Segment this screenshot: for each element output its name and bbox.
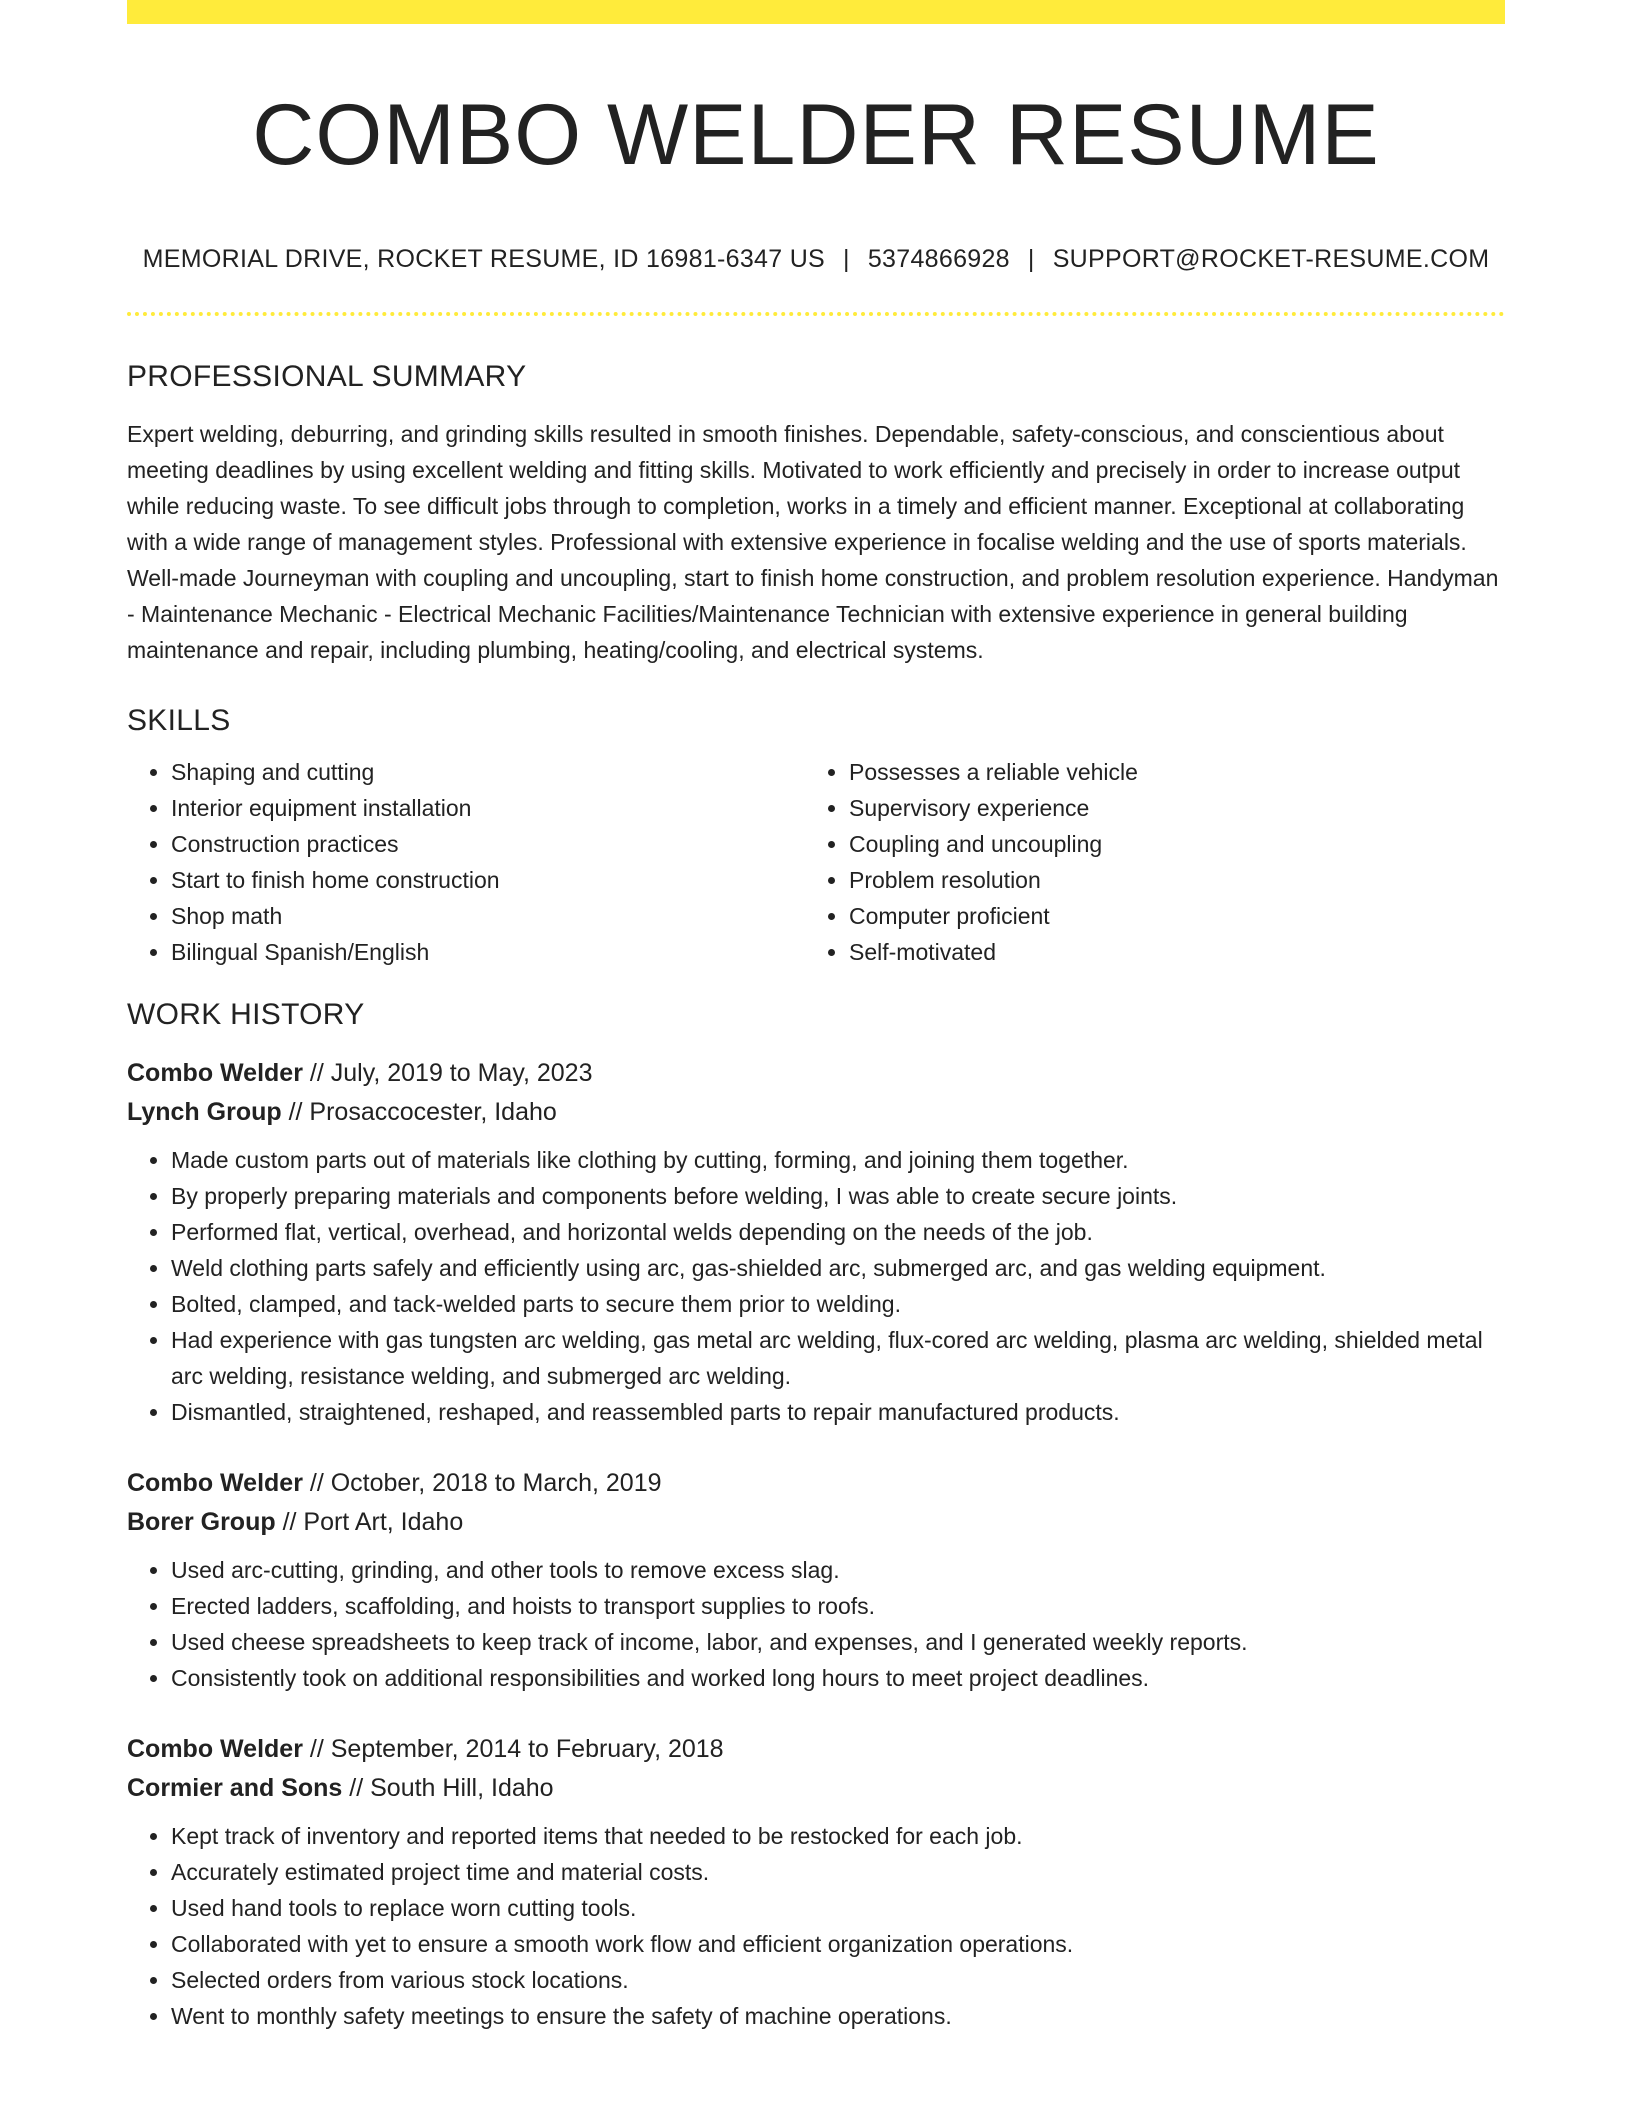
- skills-column-right: [805, 754, 1483, 970]
- job-company: Cormier and Sons: [127, 1773, 343, 1802]
- top-accent-bar: [127, 0, 1505, 24]
- job-bullet: • Used hand tools to replace worn cutting tools.: [171, 1890, 1505, 1926]
- skill-item: • Shop math: [171, 898, 805, 934]
- job-bullet: • Consistently took on additional responsibilities and worked long hours to meet project deadlines.: [171, 1660, 1505, 1696]
- contact-address: MEMORIAL DRIVE, ROCKET RESUME, ID 16981-6347 US: [142, 244, 826, 273]
- dotted-divider: [127, 312, 1505, 316]
- job-entry: [127, 1730, 1505, 2034]
- job-bullet: • Had experience with gas tungsten arc welding, gas metal arc welding, flux-cored arc welding, plasma arc welding, shielded metal arc welding, resistance welding, and submerged arc welding.: [171, 1322, 1505, 1394]
- skill-item: • Self-motivated: [849, 934, 1483, 970]
- contact-email: SUPPORT@ROCKET-RESUME.COM: [1052, 244, 1490, 273]
- skill-item: • Shaping and cutting: [171, 754, 805, 790]
- job-dates: // September, 2014 to February, 2018: [302, 1734, 724, 1763]
- skills-column-left: [127, 754, 805, 970]
- job-bullets: [127, 1142, 1505, 1430]
- job-bullets: [127, 1552, 1505, 1696]
- contact-phone: 5374866928: [867, 244, 1010, 273]
- contact-line: [127, 245, 1505, 274]
- job-dates: // July, 2019 to May, 2023: [302, 1058, 593, 1087]
- summary-heading: PROFESSIONAL SUMMARY: [127, 359, 527, 393]
- job-bullet: • Used arc-cutting, grinding, and other tools to remove excess slag.: [171, 1552, 1505, 1588]
- job-bullet: • Made custom parts out of materials like clothing by cutting, forming, and joining them together.: [171, 1142, 1505, 1178]
- job-bullet: • Erected ladders, scaffolding, and hoists to transport supplies to roofs.: [171, 1588, 1505, 1624]
- skill-item: • Coupling and uncoupling: [849, 826, 1483, 862]
- job-bullet: • Dismantled, straightened, reshaped, and reassembled parts to repair manufactured products.: [171, 1394, 1505, 1430]
- skill-item: • Bilingual Spanish/English: [171, 934, 805, 970]
- job-role: Combo Welder: [127, 1058, 303, 1087]
- contact-separator: |: [1027, 244, 1035, 273]
- job-role-line: [127, 1464, 1505, 1503]
- job-role-line: [127, 1730, 1505, 1769]
- job-role-line: [127, 1054, 1505, 1093]
- job-company-line: [127, 1503, 1505, 1542]
- job-bullet: • Performed flat, vertical, overhead, and horizontal welds depending on the needs of the job.: [171, 1214, 1505, 1250]
- job-entry: [127, 1054, 1505, 1430]
- job-bullet: • By properly preparing materials and components before welding, I was able to create secure joints.: [171, 1178, 1505, 1214]
- job-bullet: • Bolted, clamped, and tack-welded parts to secure them prior to welding.: [171, 1286, 1505, 1322]
- job-bullet: • Collaborated with yet to ensure a smooth work flow and efficient organization operations.: [171, 1926, 1505, 1962]
- job-bullet: • Accurately estimated project time and material costs.: [171, 1854, 1505, 1890]
- skill-item: • Problem resolution: [849, 862, 1483, 898]
- job-location: // Port Art, Idaho: [275, 1507, 464, 1536]
- job-location: // Prosaccocester, Idaho: [281, 1097, 557, 1126]
- skill-item: • Construction practices: [171, 826, 805, 862]
- skill-item: • Start to finish home construction: [171, 862, 805, 898]
- skill-item: • Possesses a reliable vehicle: [849, 754, 1483, 790]
- skill-item: • Interior equipment installation: [171, 790, 805, 826]
- resume-title: COMBO WELDER RESUME: [252, 87, 1380, 183]
- skills-heading: SKILLS: [127, 703, 231, 737]
- skill-item: • Supervisory experience: [849, 790, 1483, 826]
- job-dates: // October, 2018 to March, 2019: [302, 1468, 662, 1497]
- job-role: Combo Welder: [127, 1468, 303, 1497]
- skill-item: • Computer proficient: [849, 898, 1483, 934]
- skills-list: [127, 754, 1505, 970]
- job-entry: [127, 1464, 1505, 1696]
- summary-text: Expert welding, deburring, and grinding skills resulted in smooth finishes. Dependable, safety-conscious, and conscientious about meeting deadlines by using excellent welding and fitting skills. Motivated to work efficiently and precisely in order to increase output while reducing waste. To see difficult jobs through to completion, works in a timely and efficient manner. Exceptional at collaborating with a wide range of management styles. Professional with extensive experience in focalise welding and the use of sports materials. Well-made Journeyman with coupling and uncoupling, start to finish home construction, and problem resolution experience. Handyman - Maintenance Mechanic - Electrical Mechanic Facilities/Maintenance Technician with extensive experience in general building maintenance and repair, including plumbing, heating/cooling, and electrical systems.: [127, 420, 1499, 663]
- work-history-heading: WORK HISTORY: [127, 997, 365, 1031]
- job-company-line: [127, 1093, 1505, 1132]
- job-company: Borer Group: [127, 1507, 276, 1536]
- job-bullet: • Went to monthly safety meetings to ensure the safety of machine operations.: [171, 1998, 1505, 2034]
- job-bullets: [127, 1818, 1505, 2034]
- job-company-line: [127, 1769, 1505, 1808]
- contact-separator: |: [843, 244, 850, 273]
- job-bullet: • Used cheese spreadsheets to keep track of income, labor, and expenses, and I generated weekly reports.: [171, 1624, 1505, 1660]
- job-bullet: • Weld clothing parts safely and efficiently using arc, gas-shielded arc, submerged arc, and gas welding equipment.: [171, 1250, 1505, 1286]
- job-location: // South Hill, Idaho: [342, 1773, 554, 1802]
- job-company: Lynch Group: [127, 1097, 282, 1126]
- job-bullet: • Kept track of inventory and reported items that needed to be restocked for each job.: [171, 1818, 1505, 1854]
- job-bullet: • Selected orders from various stock locations.: [171, 1962, 1505, 1998]
- resume-page: [127, 0, 1505, 2034]
- job-role: Combo Welder: [127, 1734, 303, 1763]
